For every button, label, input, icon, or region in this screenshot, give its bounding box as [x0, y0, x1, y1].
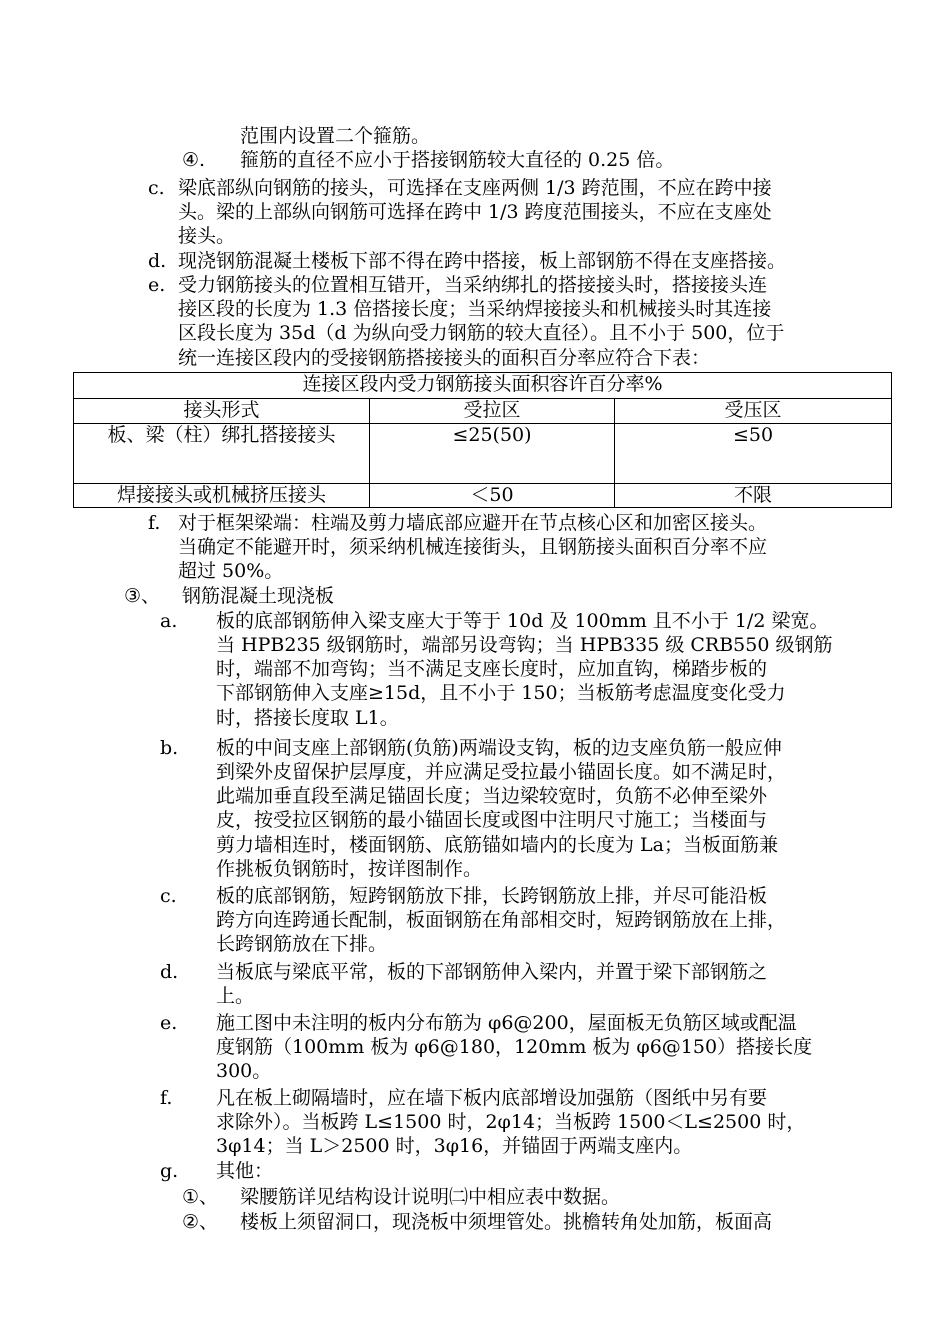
item-marker: g.	[160, 1160, 179, 1182]
item-marker: ④.	[182, 149, 206, 171]
table-cell: ≤50	[615, 424, 892, 484]
table-header: 受拉区	[370, 399, 615, 424]
paragraph-line: 统一连接区段内的受接钢筋搭接接头的面积百分率应符合下表：	[178, 347, 711, 369]
paragraph-line: 超过 50%。	[178, 560, 284, 582]
paragraph-line: 箍筋的直径不应小于搭接钢筋较大直径的 0.25 倍。	[240, 149, 675, 171]
paragraph-line: 楼板上须留洞口，现浇板中须埋管处。挑檐转角处加筋，板面高	[240, 1211, 773, 1233]
item-marker: c.	[148, 177, 165, 199]
item-marker: f.	[148, 512, 161, 534]
item-marker: e.	[160, 1012, 178, 1034]
paragraph-line: 板的底部钢筋，短跨钢筋放下排，长跨钢筋放上排，并尽可能沿板	[216, 885, 768, 907]
item-marker: f.	[160, 1087, 173, 1109]
paragraph-line: 作挑板负钢筋时，按详图制作。	[216, 858, 483, 880]
table-cell: 板、梁（柱）绑扎搭接接头	[74, 424, 370, 484]
paragraph-line: 板的中间支座上部钢筋(负筋)两端设支钩，板的边支座负筋一般应伸	[216, 737, 782, 759]
paragraph-line: 对于框架梁端：柱端及剪力墙底部应避开在节点核心区和加密区接头。	[178, 512, 768, 534]
paragraph-line: 皮，按受拉区钢筋的最小锚固长度或图中注明尺寸施工；当楼面与	[216, 809, 768, 831]
table-cell: 焊接接头或机械挤压接头	[74, 484, 370, 508]
table-title: 连接区段内受力钢筋接头面积容许百分率%	[74, 373, 892, 399]
sub-item-marker: ②、	[182, 1211, 219, 1233]
table-row	[74, 424, 892, 484]
paragraph-line: 下部钢筋伸入支座≥15d，且不小于 150；当板筋考虑温度变化受力	[216, 682, 786, 704]
table-cell: ＜50	[370, 484, 615, 508]
section-marker: ③、	[124, 585, 161, 607]
item-marker: e.	[148, 274, 166, 296]
item-marker: c.	[160, 885, 177, 907]
paragraph-line: 板的底部钢筋伸入梁支座大于等于 10d 及 100mm 且不小于 1/2 梁宽。	[216, 610, 829, 632]
table-header: 接头形式	[74, 399, 370, 424]
paragraph-line: 区段长度为 35d（d 为纵向受力钢筋的较大直径）。且不小于 500，位于	[178, 322, 785, 344]
item-marker: a.	[160, 610, 178, 632]
paragraph-line: 剪力墙相连时，楼面钢筋、底筋锚如墙内的长度为 La；当板面筋兼	[216, 834, 778, 856]
paragraph-line: 跨方向连跨通长配制，板面钢筋在角部相交时，短跨钢筋放在上排，	[216, 909, 787, 931]
paragraph-line: 300。	[216, 1060, 272, 1082]
joint-percentage-table	[73, 372, 892, 508]
paragraph-line: 上。	[216, 985, 255, 1007]
paragraph-line: 时，端部不加弯钩；当不满足支座长度时，应加直钩，梯踏步板的	[216, 658, 768, 680]
paragraph-line: 时，搭接长度取 L1。	[216, 707, 399, 729]
table-cell: 不限	[615, 484, 892, 508]
table-row	[74, 484, 892, 508]
paragraph-line: 受力钢筋接头的位置相互错开，当采纳绑扎的搭接接头时，搭接接头连	[178, 274, 768, 296]
table-cell: ≤25(50)	[370, 424, 615, 484]
paragraph-line: 凡在板上砌隔墙时，应在墙下板内底部增设加强筋（图纸中另有要	[216, 1087, 768, 1109]
paragraph-line: 当板底与梁底平常，板的下部钢筋伸入梁内，并置于梁下部钢筋之	[216, 961, 768, 983]
paragraph-line: 接头。	[178, 225, 236, 247]
paragraph-line: 到梁外皮留保护层厚度，并应满足受拉最小锚固长度。如不满足时，	[216, 761, 787, 783]
paragraph-line: 当确定不能避开时，须采纳机械连接街头，且钢筋接头面积百分率不应	[178, 536, 768, 558]
paragraph-line: 范围内设置二个箍筋。	[240, 125, 431, 147]
paragraph-line: 此端加垂直段至满足锚固长度；当边梁较宽时，负筋不必伸至梁外	[216, 785, 768, 807]
paragraph-line: 梁底部纵向钢筋的接头，可选择在支座两侧 1/3 跨范围，不应在跨中接	[178, 177, 772, 199]
paragraph-line: 其他：	[216, 1160, 274, 1182]
paragraph-line: 度钢筋（100mm 板为 φ6@180，120mm 板为 φ6@150）搭接长度	[216, 1036, 813, 1058]
paragraph-line: 梁腰筋详见结构设计说明㈡中相应表中数据。	[240, 1186, 621, 1208]
paragraph-line: 接区段的长度为 1.3 倍搭接长度；当采纳焊接接头和机械接头时其连接	[178, 298, 772, 320]
table-header: 受压区	[615, 399, 892, 424]
paragraph-line: 长跨钢筋放在下排。	[216, 933, 388, 955]
sub-item-marker: ①、	[182, 1186, 219, 1208]
item-marker: d.	[160, 961, 179, 983]
paragraph-line: 当 HPB235 级钢筋时，端部另设弯钩；当 HPB335 级 CRB550 级钢筋	[216, 634, 833, 656]
paragraph-line: 求除外）。当板跨 L≤1500 时，2φ14；当板跨 1500＜L≤2500 时，	[216, 1111, 806, 1133]
paragraph-line: 施工图中未注明的板内分布筋为 φ6@200，屋面板无负筋区域或配温	[216, 1012, 797, 1034]
item-marker: d.	[148, 250, 167, 272]
paragraph-line: 头。梁的上部纵向钢筋可选择在跨中 1/3 跨度范围接头，不应在支座处	[178, 201, 772, 223]
paragraph-line: 现浇钢筋混凝土楼板下部不得在跨中搭接，板上部钢筋不得在支座搭接。	[178, 250, 787, 272]
section-heading: 钢筋混凝土现浇板	[182, 585, 335, 607]
paragraph-line: 3φ14；当 L＞2500 时，3φ16，并锚固于两端支座内。	[216, 1135, 693, 1157]
item-marker: b.	[160, 737, 179, 759]
